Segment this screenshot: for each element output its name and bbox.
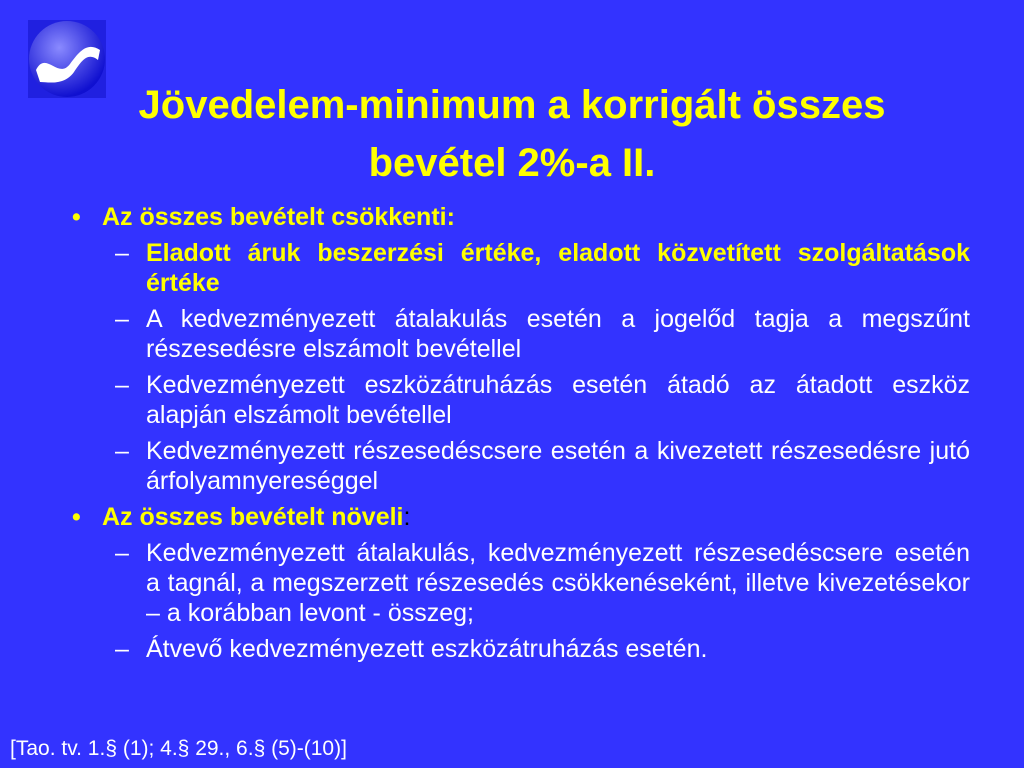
- dash: –: [115, 371, 129, 399]
- heading-colon: :: [403, 503, 411, 531]
- page-title: [0, 76, 1024, 192]
- dash: –: [115, 539, 129, 567]
- dash: –: [115, 239, 129, 267]
- list-item: [72, 304, 970, 364]
- list-item: [72, 238, 970, 298]
- title-line-2: bevétel 2%-a II.: [368, 141, 656, 185]
- section-heading-reduces: [72, 202, 970, 232]
- list-item-text: A kedvezményezett átalakulás esetén a jogelőd tagja a megszűnt részesedésre elszámolt bevétellel: [146, 305, 970, 363]
- bullet: •: [72, 203, 81, 231]
- bullet: •: [72, 503, 81, 531]
- list-item: [72, 436, 970, 496]
- list-item: [72, 538, 970, 628]
- dash: –: [115, 437, 129, 465]
- title-line-1: Jövedelem-minimum a korrigált összes: [138, 83, 886, 127]
- dash: –: [115, 305, 129, 333]
- list-item-text: Eladott áruk beszerzési értéke, eladott közvetített szolgáltatások értéke: [146, 239, 970, 297]
- list-item-text: Átvevő kedvezményezett eszközátruházás esetén.: [146, 635, 708, 663]
- section-heading-text: Az összes bevételt növeli: [102, 503, 404, 531]
- list-item-text: Kedvezményezett eszközátruházás esetén átadó az átadott eszköz alapján elszámolt bevétellel: [146, 371, 970, 429]
- list-item: [72, 370, 970, 430]
- list-item: [72, 634, 970, 664]
- section-heading-text: Az összes bevételt csökkenti:: [102, 203, 455, 231]
- list-item-text: Kedvezményezett átalakulás, kedvezményezett részesedéscsere esetén a tagnál, a megszerzett részesedés csökkenéseként, illetve kivezetésekor – a korábban levont - összeg;: [146, 539, 970, 627]
- list-item-text: Kedvezményezett részesedéscsere esetén a kivezetett részesedésre jutó árfolyamnyereséggel: [146, 437, 970, 495]
- section-heading-increases: [72, 502, 970, 532]
- slide-content: [72, 202, 970, 670]
- legal-reference-footer: [Tao. tv. 1.§ (1); 4.§ 29., 6.§ (5)-(10)]: [10, 737, 347, 760]
- dash: –: [115, 635, 129, 663]
